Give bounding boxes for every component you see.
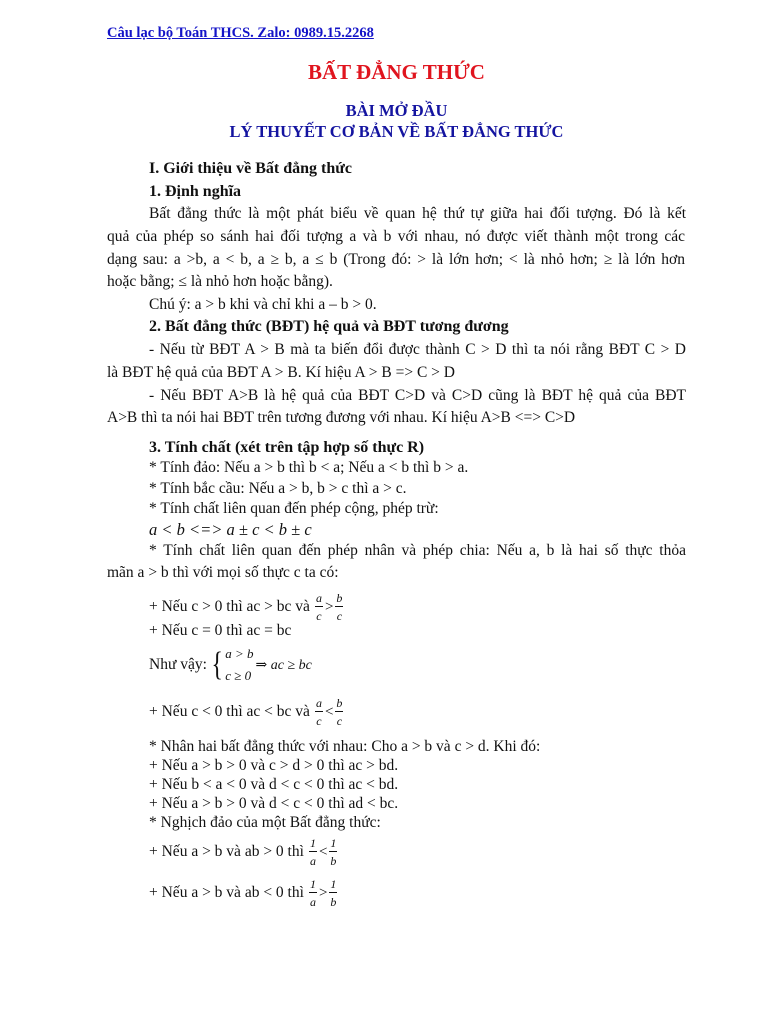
- brace-symbol: {: [211, 646, 223, 683]
- multiply-inequalities-line: + Nếu b < a < 0 và d < c < 0 thì ac < bd.: [149, 776, 399, 793]
- subtitle-lesson: BÀI MỞ ĐẦU: [345, 101, 448, 120]
- multiplication-line: mãn a > b thì với mọi số thực c ta có:: [107, 564, 339, 581]
- consequence-heading: 2. Bất đẳng thức (BĐT) hệ quả và BĐT tương đương: [149, 318, 509, 335]
- fraction-numerator: 1: [309, 877, 316, 891]
- consequence-line: - Nếu từ BĐT A > B mà ta biến đổi được thành C > D thì ta nói rằng BĐT C > D: [149, 341, 686, 358]
- case-text: + Nếu a > b và ab > 0 thì: [149, 843, 304, 860]
- operator: <: [318, 843, 328, 860]
- definition-heading: 1. Định nghĩa: [149, 183, 242, 200]
- definition-line: Bất đẳng thức là một phát biểu về quan hệ thứ tự giữa hai đối tượng. Đó là kết: [149, 205, 686, 222]
- operator: <: [324, 703, 334, 720]
- fraction-denominator: c: [316, 609, 322, 623]
- document-title: BẤT ĐẲNG THỨC: [308, 60, 485, 84]
- note-text: Chú ý: a > b khi và chỉ khi a – b > 0.: [149, 296, 377, 313]
- case-positive: [149, 592, 343, 622]
- property-line: * Tính chất liên quan đến phép cộng, phép trừ:: [149, 500, 439, 517]
- fraction-denominator: a: [309, 895, 316, 909]
- system-conditions: [225, 643, 253, 687]
- case-text: + Nếu a > b và ab < 0 thì: [149, 884, 304, 901]
- fraction-numerator: 1: [309, 836, 316, 850]
- fraction: [315, 592, 323, 622]
- consequence-line: A>B thì ta nói hai BĐT trên tương đương với nhau. Kí hiệu A>B <=> C>D: [107, 409, 576, 426]
- conclusion-label: Như vậy:: [149, 656, 207, 673]
- multiply-inequalities-line: + Nếu a > b > 0 và c > d > 0 thì ac > bd.: [149, 757, 399, 774]
- case-zero: + Nếu c = 0 thì ac = bc: [149, 622, 292, 639]
- case-text: + Nếu c < 0 thì ac < bc và: [149, 703, 310, 720]
- fraction-numerator: 1: [330, 877, 337, 891]
- inverse-case-negative: [149, 878, 337, 908]
- consequence-line: là BĐT hệ quả của BĐT A > B. Kí hiệu A > B => C > D: [107, 364, 455, 381]
- operator: >: [324, 598, 334, 615]
- conclusion-system: [149, 642, 312, 688]
- fraction-denominator: b: [330, 854, 337, 868]
- fraction: [309, 837, 317, 867]
- fraction: [309, 878, 317, 908]
- fraction: [315, 697, 323, 727]
- subtitle-topic: LÝ THUYẾT CƠ BẢN VỀ BẤT ĐẲNG THỨC: [229, 122, 564, 141]
- definition-line: quả của phép so sánh hai đối tượng a và b với nhau, nó được viết thành một trong các: [107, 228, 685, 245]
- fraction-denominator: a: [309, 854, 316, 868]
- fraction-denominator: c: [336, 609, 343, 623]
- multiply-inequalities-line: * Nhân hai bất đẳng thức với nhau: Cho a > b và c > d. Khi đó:: [149, 738, 541, 755]
- fraction-numerator: b: [336, 591, 343, 605]
- case-text: + Nếu c > 0 thì ac > bc và: [149, 598, 310, 615]
- fraction: [335, 697, 343, 727]
- fraction-denominator: c: [316, 714, 322, 728]
- multiply-inequalities-line: * Nghịch đảo của một Bất đẳng thức:: [149, 814, 381, 831]
- fraction: [335, 592, 343, 622]
- system-condition: c ≥ 0: [225, 668, 252, 683]
- fraction-denominator: b: [330, 895, 337, 909]
- multiply-inequalities-line: + Nếu a > b > 0 và d < c < 0 thì ad < bc.: [149, 795, 399, 812]
- system-result: ⇒ ac ≥ bc: [255, 657, 312, 673]
- fraction-numerator: 1: [330, 836, 337, 850]
- fraction-numerator: a: [315, 696, 322, 710]
- club-header-link[interactable]: Câu lạc bộ Toán THCS. Zalo: 0989.15.2268: [107, 25, 374, 41]
- definition-line: hoặc bằng; ≤ là nhỏ hơn hoặc bằng).: [107, 273, 333, 290]
- addition-formula: a < b <=> a ± c < b ± c: [149, 520, 312, 539]
- operator: >: [318, 884, 328, 901]
- inverse-case-positive: [149, 837, 337, 867]
- fraction: [329, 878, 337, 908]
- fraction-denominator: c: [336, 714, 343, 728]
- case-negative: [149, 697, 343, 727]
- property-line: * Tính bắc cầu: Nếu a > b, b > c thì a > c.: [149, 480, 407, 497]
- fraction-numerator: b: [336, 696, 343, 710]
- system-condition: a > b: [225, 646, 254, 661]
- properties-heading: 3. Tính chất (xét trên tập hợp số thực R): [149, 439, 425, 456]
- fraction: [329, 837, 337, 867]
- multiplication-line: * Tính chất liên quan đến phép nhân và phép chia: Nếu a, b là hai số thực thỏa: [149, 542, 686, 559]
- section-heading: I. Giới thiệu về Bất đẳng thức: [149, 160, 352, 177]
- property-line: * Tính đảo: Nếu a > b thì b < a; Nếu a < b thì b > a.: [149, 459, 469, 476]
- fraction-numerator: a: [315, 591, 322, 605]
- consequence-line: - Nếu BĐT A>B là hệ quả của BĐT C>D và C>D cũng là BĐT hệ quả của BĐT: [149, 387, 686, 404]
- definition-line: dạng sau: a >b, a < b, a ≥ b, a ≤ b (Trong đó: > là lớn hơn; < là nhỏ hơn; ≥ là lớn hơn: [107, 251, 685, 268]
